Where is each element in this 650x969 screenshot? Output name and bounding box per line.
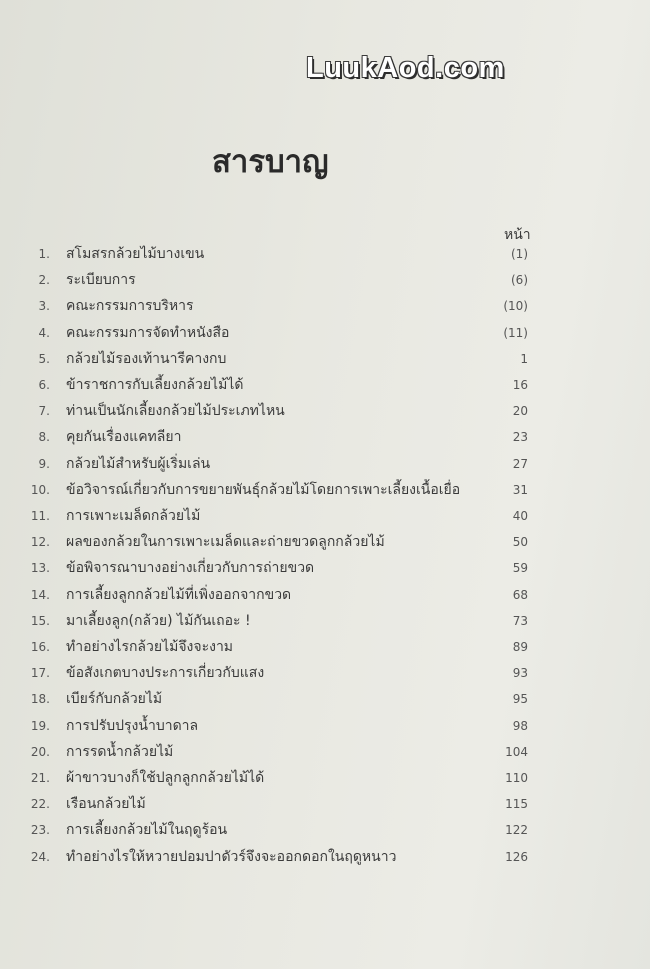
toc-entry [0, 715, 650, 737]
toc-entry [0, 819, 650, 841]
toc-entry-title: คณะกรรมการจัดทำหนังสือ [66, 324, 230, 341]
toc-entry-number: 16. [30, 640, 50, 654]
toc-entry-number: 2. [38, 273, 50, 288]
toc-entry-title: คณะกรรมการบริหาร [66, 298, 194, 315]
toc-entry-page: 95 [512, 692, 528, 707]
toc-entry [0, 531, 650, 553]
toc-entry-page: 115 [505, 797, 528, 812]
toc-entry-number: 13. [30, 561, 50, 576]
toc-entry-number: 6. [38, 378, 50, 392]
toc-entry [0, 793, 650, 815]
toc-entry-number: 18. [30, 692, 50, 707]
toc-entry-title: การปรับปรุงน้ำบาดาล [66, 717, 199, 734]
toc-entry-number: 5. [38, 351, 50, 366]
toc-entry-number: 9. [38, 456, 50, 471]
toc-entry-page: 126 [505, 849, 528, 864]
toc-entry-title: ผ้าขาวบางก็ใช้ปลูกลูกกล้วยไม้ได้ [66, 770, 265, 786]
toc-entry [0, 479, 650, 501]
toc-entry [0, 610, 650, 632]
toc-entry-number: 7. [38, 404, 50, 419]
toc-entry-title: เรือนกล้วยไม้ [66, 796, 146, 813]
toc-entry-number: 4. [38, 325, 50, 340]
toc-entry-number: 3. [38, 299, 50, 314]
toc-entry-number: 14. [30, 587, 50, 602]
toc-entry [0, 426, 650, 448]
toc-entry-number: 8. [38, 430, 50, 445]
toc-entry-number: 20. [30, 744, 50, 759]
toc-entry-page: 122 [505, 823, 528, 838]
toc-entry-page: 110 [505, 771, 528, 785]
toc-entry-title: ข้อวิจารณ์เกี่ยวกับการขยายพันธุ์กล้วยไม้โดยการเพาะเลี้ยงเนื้อเยื่อ [66, 481, 461, 498]
toc-entry-page: 68 [512, 587, 528, 602]
toc-entry [0, 846, 650, 868]
toc-entry-title: การรดน้ำกล้วยไม้ [66, 743, 174, 760]
toc-entry [0, 400, 650, 422]
toc-entry [0, 269, 650, 291]
toc-entry-title: ข้อพิจารณาบางอย่างเกี่ยวกับการถ่ายขวด [66, 560, 315, 577]
toc-entry-page: (11) [503, 325, 528, 340]
toc-entry-page: 73 [512, 613, 528, 628]
toc-entry-page: 104 [505, 744, 528, 759]
toc-entry-page: 31 [512, 482, 528, 497]
toc-entry-page: (6) [511, 273, 528, 288]
toc-entry [0, 741, 650, 763]
toc-entry-page: 27 [512, 456, 528, 471]
toc-entry [0, 767, 650, 789]
toc-entry-number: 17. [30, 666, 50, 681]
toc-entry [0, 374, 650, 396]
toc-entry-page: 89 [512, 640, 528, 654]
page-column-header: หน้า [504, 227, 531, 243]
toc-entry-number: 15. [30, 613, 50, 628]
toc-entry-title: กล้วยไม้รองเท้านารีคางกบ [66, 350, 227, 367]
toc-entry-title: ทำอย่างไรกล้วยไม้จึงจะงาม [66, 639, 234, 655]
toc-entry-title: มาเลี้ยงลูก(กล้วย) ไม้กันเถอะ ! [66, 612, 251, 629]
toc-entry-title: การเลี้ยงลูกกล้วยไม้ที่เพิ่งออกจากขวด [66, 586, 292, 603]
toc-entry-number: 24. [30, 849, 50, 864]
toc-entry-number: 23. [30, 823, 50, 838]
toc-entry [0, 505, 650, 527]
toc-entry-number: 19. [30, 718, 50, 733]
page-title: สารบาญ [212, 144, 329, 180]
toc-entry-title: กล้วยไม้สำหรับผู้เริ่มเล่น [66, 455, 211, 472]
toc-entry-page: (1) [511, 247, 528, 261]
toc-entry-title: เบียร์กับกล้วยไม้ [66, 691, 163, 708]
toc-entry-page: 59 [512, 561, 528, 576]
toc-entry [0, 243, 650, 265]
toc-entry-title: ข้อสังเกตบางประการเกี่ยวกับแสง [66, 665, 265, 682]
toc-entry-number: 21. [30, 771, 50, 785]
toc-entry [0, 557, 650, 579]
toc-entry [0, 688, 650, 710]
toc-entry-title: ท่านเป็นนักเลี้ยงกล้วยไม้ประเภทไหน [66, 403, 285, 420]
toc-entry-page: (10) [503, 299, 528, 314]
toc-entry-title: คุยกันเรื่องแคทลียา [66, 429, 182, 446]
toc-entry-number: 10. [30, 482, 50, 497]
toc-entry [0, 584, 650, 606]
toc-entry-page: 20 [512, 404, 528, 419]
toc-entry-page: 93 [512, 666, 528, 681]
toc-entry-page: 50 [512, 535, 528, 550]
toc-entry-title: ข้าราชการกับเลี้ยงกล้วยไม้ได้ [66, 377, 244, 393]
toc-entry [0, 662, 650, 684]
toc-entry-number: 11. [30, 509, 50, 523]
toc-entry-number: 12. [30, 535, 50, 550]
toc-entry-title: ทำอย่างไรให้หวายปอมปาดัวร์จึงจะออกดอกในฤดูหนาว [66, 848, 397, 865]
toc-entry-title: การเลี้ยงกล้วยไม้ในฤดูร้อน [66, 822, 228, 839]
toc-entry [0, 453, 650, 475]
toc-entry-title: การเพาะเมล็ดกล้วยไม้ [66, 508, 201, 524]
toc-entry-title: ระเบียบการ [66, 272, 136, 289]
toc-entry [0, 295, 650, 317]
toc-entry-page: 16 [512, 378, 528, 392]
toc-entry-page: 23 [512, 430, 528, 445]
toc-entry [0, 322, 650, 344]
toc-entry-page: 1 [520, 351, 528, 366]
toc-entry [0, 348, 650, 370]
toc-entry-number: 22. [30, 797, 50, 812]
toc-entry [0, 636, 650, 658]
toc-entry-title: ผลของกล้วยในการเพาะเมล็ดและถ่ายขวดลูกกล้วยไม้ [66, 534, 385, 551]
toc-entry-title: สโมสรกล้วยไม้บางเขน [66, 246, 205, 262]
toc-entry-page: 40 [512, 509, 528, 523]
toc-entry-page: 98 [512, 718, 528, 733]
toc-entry-number: 1. [38, 247, 50, 261]
watermark-logo: LuukAod.com [306, 52, 505, 84]
